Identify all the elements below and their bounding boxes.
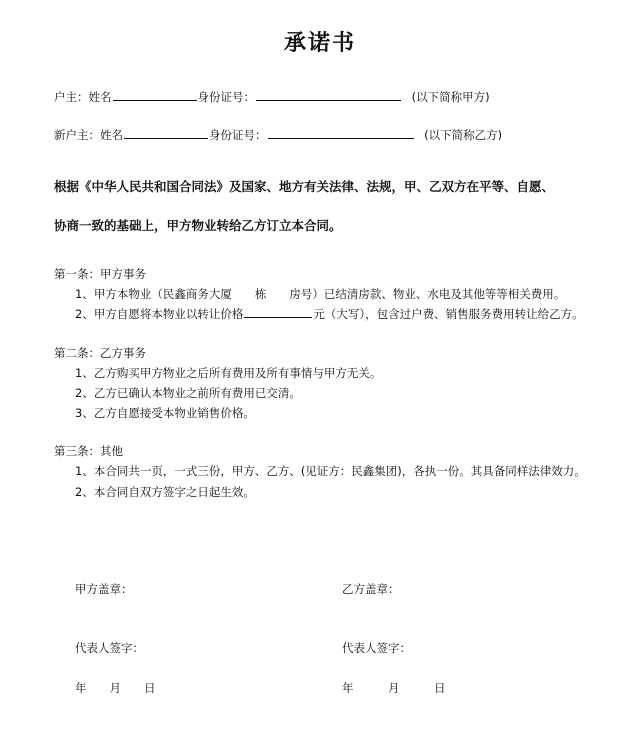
section1-item2-suffix: 元（大写），包含过户费、销售服务费用转让给乙方。 [313,307,584,321]
preamble-line-2: 协商一致的基础上，甲方物业转给乙方订立本合同。 [54,218,342,233]
owner-id-label: 身份证号： [197,90,255,104]
new-owner-id-label: 身份证号： [209,128,267,142]
section2-heading: 第二条：乙方事务 [54,346,146,360]
section1-item1: 1、甲方本物业（民鑫商务大厦 栋 房号）已结清房款、物业、水电及其他等等相关费用。 [75,287,566,301]
section2-item1: 1、乙方购买甲方物业之后所有费用及所有事情与甲方无关。 [75,366,382,380]
new-owner-line [54,127,502,143]
price-blank[interactable] [244,316,312,318]
section3-item2: 2、本合同自双方签字之日起生效。 [75,485,255,499]
party-b-date: 年 月 日 [342,681,446,695]
owner-id-blank[interactable] [256,99,401,101]
section1-heading: 第一条：甲方事务 [54,267,146,281]
owner-line [54,89,490,105]
new-owner-note: (以下简称乙方) [424,128,503,142]
section3-heading: 第三条：其他 [54,444,123,458]
party-a-date: 年 月 日 [75,681,156,695]
preamble-line-1: 根据《中华人民共和国合同法》及国家、地方有关法律、法规，甲、乙双方在平等、自愿、 [54,179,555,194]
section2-item3: 3、乙方自愿接受本物业销售价格。 [75,406,255,420]
owner-name-label: 户主：姓名 [54,90,112,104]
new-owner-name-blank[interactable] [124,137,208,139]
party-b-seal-label: 乙方盖章： [342,582,400,596]
document-title: 承诺书 [283,31,356,56]
section1-item2-prefix: 2、甲方自愿将本物业以转让价格 [75,307,244,321]
new-owner-name-label: 新户主：姓名 [54,128,123,142]
party-a-seal-label: 甲方盖章： [75,582,133,596]
owner-name-blank[interactable] [113,99,197,101]
new-owner-id-blank[interactable] [268,137,414,139]
party-b-rep-label: 代表人签字： [342,641,411,655]
section1-item2 [75,306,584,322]
section3-item1: 1、本合同共一页，一式三份，甲方、乙方、(见证方：民鑫集团)，各执一份。其具备同样法律效力。 [75,464,586,478]
owner-note: (以下简称甲方) [411,90,490,104]
section2-item2: 2、乙方已确认本物业之前所有费用已交清。 [75,386,301,400]
party-a-rep-label: 代表人签字： [75,641,144,655]
